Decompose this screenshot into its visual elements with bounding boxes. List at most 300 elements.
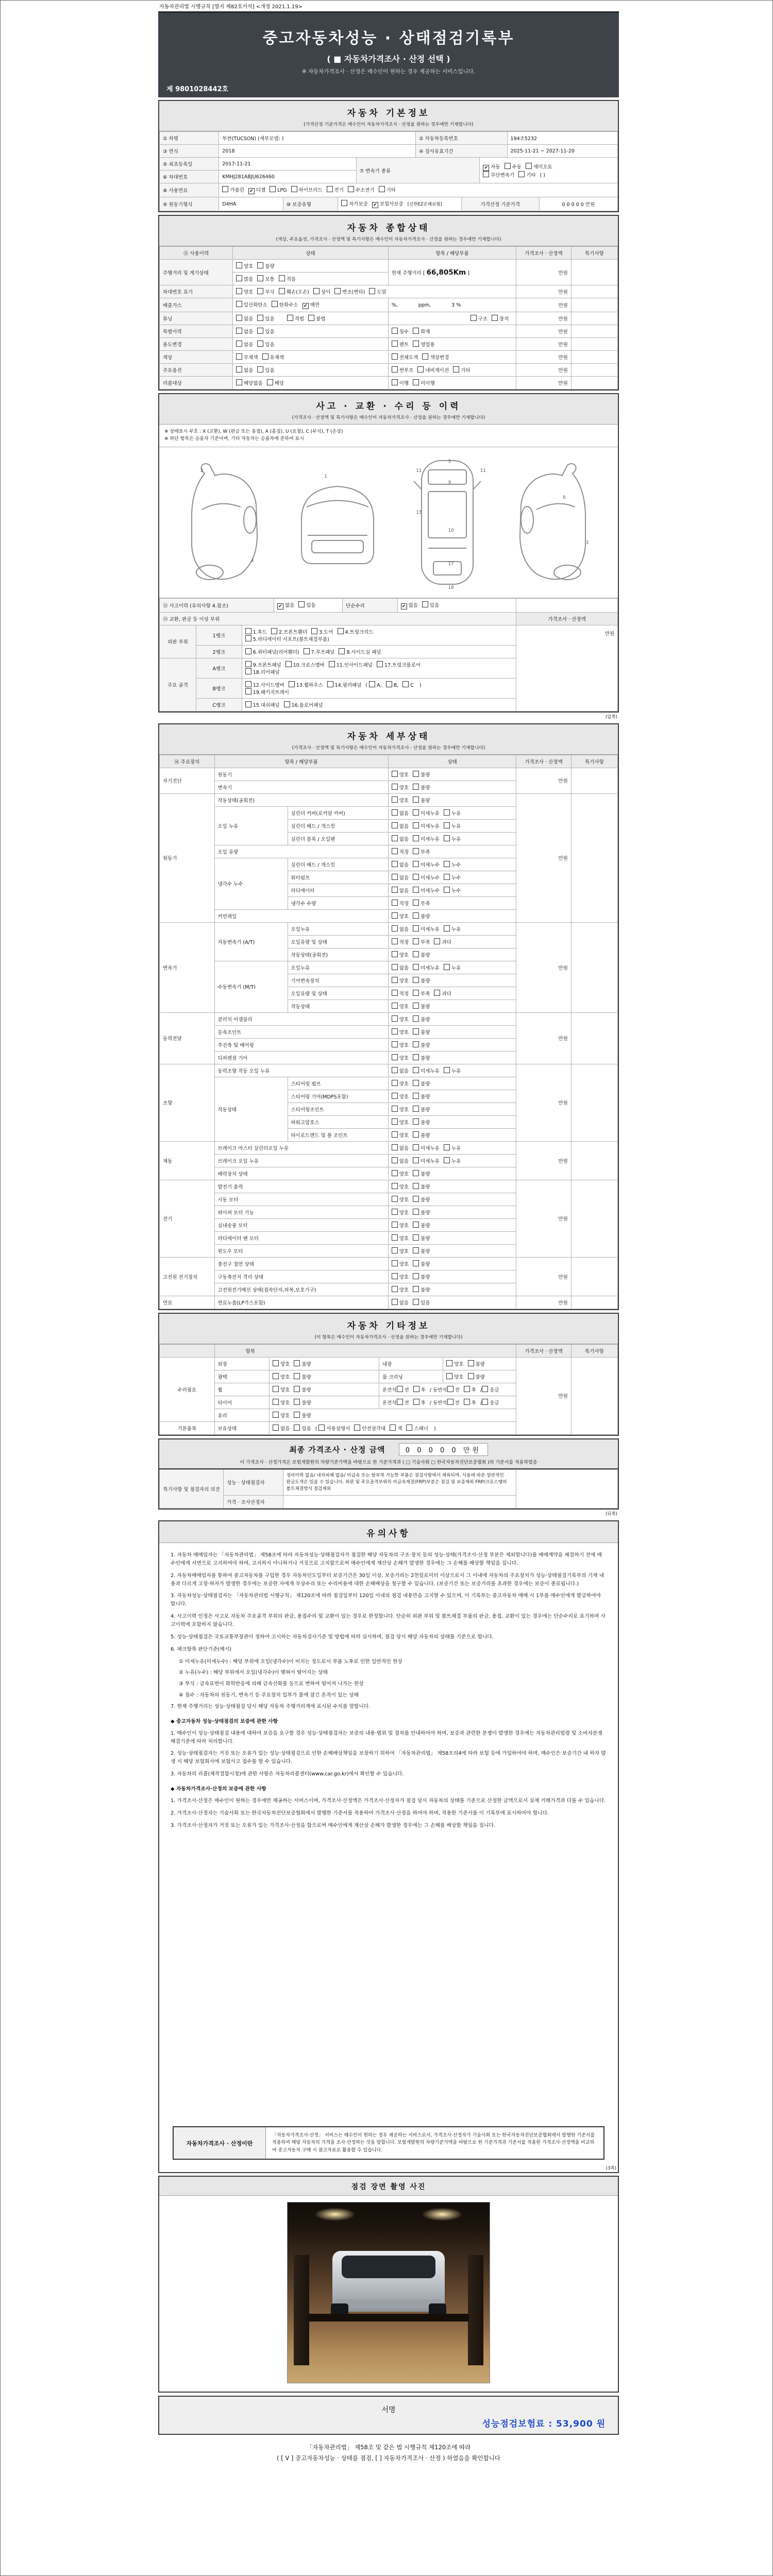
checkbox-icon[interactable]	[294, 1425, 300, 1431]
checkbox[interactable]	[401, 601, 418, 609]
checkbox-icon[interactable]	[413, 1273, 419, 1279]
checkbox[interactable]	[444, 809, 461, 817]
checkbox[interactable]	[413, 796, 430, 804]
checkbox-icon[interactable]	[468, 1360, 474, 1366]
checkbox[interactable]	[422, 353, 449, 361]
checkbox-icon[interactable]	[413, 848, 419, 854]
checkbox-icon[interactable]	[482, 1386, 488, 1392]
checkbox-icon[interactable]	[279, 288, 285, 294]
checkbox[interactable]	[277, 601, 294, 609]
checkbox[interactable]	[257, 275, 274, 282]
checkbox-icon[interactable]	[339, 648, 345, 654]
checkbox[interactable]	[470, 315, 488, 322]
checkbox[interactable]	[444, 964, 461, 971]
checkbox[interactable]	[248, 186, 265, 194]
checkbox-icon[interactable]	[413, 1386, 419, 1392]
checkbox[interactable]	[392, 1260, 409, 1267]
checkbox-icon[interactable]	[279, 275, 285, 281]
checkbox-icon[interactable]: ✔	[248, 188, 255, 194]
checkbox[interactable]	[397, 1386, 409, 1393]
checkbox[interactable]	[413, 328, 430, 335]
checkbox[interactable]	[245, 648, 299, 655]
checkbox-icon[interactable]	[413, 1067, 419, 1073]
checkbox-icon[interactable]	[222, 186, 228, 192]
checkbox[interactable]	[294, 1373, 311, 1380]
checkbox-icon[interactable]	[267, 379, 273, 385]
checkbox-icon[interactable]	[392, 341, 398, 347]
checkbox-icon[interactable]	[444, 874, 450, 880]
checkbox[interactable]	[236, 301, 267, 308]
checkbox-icon[interactable]: ✔	[372, 202, 378, 208]
checkbox-icon[interactable]	[392, 1131, 398, 1138]
checkbox[interactable]	[392, 848, 409, 855]
checkbox[interactable]	[413, 874, 440, 881]
checkbox[interactable]	[329, 661, 373, 668]
checkbox[interactable]	[392, 887, 409, 894]
checkbox[interactable]	[273, 1360, 290, 1367]
checkbox-icon[interactable]	[413, 1106, 419, 1112]
checkbox-icon[interactable]	[413, 379, 419, 385]
checkbox[interactable]	[285, 661, 325, 668]
checkbox-icon[interactable]	[369, 288, 375, 294]
checkbox-icon[interactable]	[287, 315, 293, 321]
checkbox-icon[interactable]	[413, 784, 419, 790]
checkbox-icon[interactable]	[444, 964, 450, 970]
checkbox-icon[interactable]	[413, 900, 419, 906]
checkbox[interactable]	[417, 366, 449, 374]
checkbox[interactable]	[392, 1015, 409, 1023]
checkbox[interactable]	[369, 681, 382, 688]
checkbox-icon[interactable]	[294, 1412, 300, 1418]
checkbox[interactable]	[526, 163, 552, 170]
checkbox[interactable]	[413, 771, 430, 778]
checkbox[interactable]	[392, 796, 409, 804]
checkbox-icon[interactable]	[447, 1386, 453, 1392]
checkbox-icon[interactable]	[257, 315, 263, 321]
checkbox[interactable]	[392, 1131, 409, 1139]
checkbox-icon[interactable]	[413, 835, 419, 841]
checkbox-icon[interactable]: ✔	[303, 303, 309, 309]
checkbox-icon[interactable]	[413, 1222, 419, 1228]
checkbox-icon[interactable]	[272, 301, 278, 307]
checkbox-icon[interactable]	[413, 796, 419, 803]
checkbox-icon[interactable]	[291, 186, 297, 192]
checkbox-icon[interactable]	[413, 964, 419, 970]
checkbox-icon[interactable]	[413, 809, 419, 816]
checkbox-icon[interactable]	[413, 1080, 419, 1086]
checkbox[interactable]	[392, 353, 418, 361]
checkbox-icon[interactable]	[392, 1260, 398, 1266]
checkbox[interactable]	[245, 668, 280, 675]
checkbox-icon[interactable]	[236, 341, 242, 347]
checkbox[interactable]	[392, 1299, 409, 1306]
checkbox-icon[interactable]	[392, 1093, 398, 1099]
checkbox-icon[interactable]	[392, 771, 398, 777]
checkbox[interactable]	[303, 301, 320, 309]
checkbox[interactable]	[413, 938, 430, 945]
checkbox[interactable]	[413, 1106, 430, 1113]
checkbox[interactable]	[422, 601, 439, 608]
checkbox[interactable]	[413, 1093, 430, 1100]
checkbox[interactable]	[464, 1399, 476, 1406]
checkbox-icon[interactable]	[273, 1399, 279, 1405]
checkbox[interactable]	[392, 977, 409, 984]
checkbox-icon[interactable]	[294, 1399, 300, 1405]
checkbox[interactable]	[392, 964, 409, 971]
checkbox[interactable]	[392, 341, 409, 348]
checkbox-icon[interactable]	[308, 315, 314, 321]
checkbox-icon[interactable]	[392, 1157, 398, 1163]
checkbox[interactable]	[271, 628, 307, 635]
checkbox-icon[interactable]	[397, 1399, 403, 1405]
checkbox[interactable]	[257, 288, 274, 295]
checkbox-icon[interactable]	[397, 1386, 403, 1392]
checkbox[interactable]	[236, 379, 263, 386]
checkbox-icon[interactable]	[447, 1399, 453, 1405]
checkbox[interactable]	[392, 925, 409, 933]
checkbox[interactable]	[413, 990, 430, 997]
checkbox[interactable]	[444, 835, 461, 842]
checkbox[interactable]	[413, 861, 440, 868]
checkbox[interactable]	[298, 601, 315, 608]
checkbox-icon[interactable]	[257, 328, 263, 334]
checkbox-icon[interactable]	[273, 1425, 279, 1431]
checkbox[interactable]	[434, 990, 451, 997]
checkbox[interactable]	[413, 809, 440, 817]
checkbox[interactable]	[413, 1157, 440, 1164]
checkbox-icon[interactable]	[271, 628, 277, 634]
checkbox-icon[interactable]	[392, 835, 398, 841]
checkbox-icon[interactable]	[413, 1054, 419, 1060]
checkbox[interactable]	[257, 341, 274, 348]
checkbox-icon[interactable]	[413, 912, 419, 919]
checkbox-icon[interactable]	[392, 379, 398, 385]
checkbox-icon[interactable]	[294, 1373, 300, 1379]
checkbox[interactable]	[392, 1209, 409, 1216]
checkbox[interactable]	[518, 171, 535, 178]
checkbox[interactable]	[468, 1373, 485, 1380]
checkbox-icon[interactable]	[257, 288, 263, 294]
checkbox-icon[interactable]: ✔	[277, 603, 283, 609]
checkbox[interactable]	[245, 661, 281, 668]
checkbox[interactable]	[483, 171, 514, 178]
checkbox[interactable]	[392, 1234, 409, 1242]
checkbox-icon[interactable]	[526, 163, 532, 169]
checkbox-icon[interactable]	[236, 288, 242, 294]
checkbox[interactable]	[413, 379, 435, 386]
checkbox-icon[interactable]	[402, 681, 409, 687]
checkbox-icon[interactable]	[392, 1170, 398, 1176]
checkbox-icon[interactable]	[392, 1028, 398, 1035]
checkbox[interactable]	[348, 186, 375, 193]
checkbox[interactable]	[338, 628, 374, 635]
checkbox[interactable]	[413, 341, 435, 348]
checkbox-icon[interactable]	[262, 353, 268, 360]
checkbox[interactable]	[392, 1222, 409, 1229]
checkbox[interactable]	[377, 661, 421, 668]
checkbox[interactable]	[413, 912, 430, 920]
checkbox-icon[interactable]	[236, 301, 242, 307]
checkbox-icon[interactable]	[369, 681, 375, 687]
checkbox[interactable]	[402, 681, 414, 688]
checkbox[interactable]	[447, 1386, 460, 1393]
checkbox-icon[interactable]	[444, 887, 450, 893]
checkbox-icon[interactable]	[392, 1003, 398, 1009]
checkbox[interactable]	[444, 925, 461, 933]
checkbox[interactable]	[444, 861, 461, 868]
checkbox-icon[interactable]	[422, 353, 428, 360]
checkbox-icon[interactable]	[313, 288, 320, 294]
checkbox-icon[interactable]	[444, 1067, 450, 1073]
checkbox[interactable]	[372, 200, 404, 208]
checkbox[interactable]	[354, 1425, 385, 1432]
checkbox[interactable]	[392, 328, 409, 335]
checkbox-icon[interactable]	[285, 661, 292, 667]
checkbox[interactable]	[446, 1373, 463, 1380]
checkbox-icon[interactable]	[257, 262, 263, 268]
checkbox[interactable]	[236, 341, 253, 348]
checkbox-icon[interactable]	[348, 186, 354, 192]
checkbox-icon[interactable]	[444, 822, 450, 828]
checkbox[interactable]	[444, 1157, 461, 1164]
checkbox-icon[interactable]	[273, 1373, 279, 1379]
checkbox-icon[interactable]	[468, 1373, 474, 1379]
checkbox[interactable]	[392, 1273, 409, 1280]
checkbox-icon[interactable]	[434, 990, 440, 996]
checkbox[interactable]	[236, 288, 253, 295]
checkbox[interactable]	[392, 1196, 409, 1203]
checkbox[interactable]	[413, 1183, 430, 1190]
checkbox-icon[interactable]	[444, 861, 450, 867]
checkbox[interactable]	[222, 186, 244, 193]
checkbox[interactable]	[447, 1399, 460, 1406]
checkbox-icon[interactable]	[392, 1106, 398, 1112]
checkbox-icon[interactable]	[413, 1144, 419, 1150]
checkbox[interactable]	[392, 1286, 409, 1293]
checkbox[interactable]	[392, 1144, 409, 1151]
checkbox-icon[interactable]	[392, 912, 398, 919]
checkbox[interactable]	[273, 1412, 290, 1419]
checkbox-icon[interactable]	[257, 275, 263, 281]
checkbox-icon[interactable]	[444, 835, 450, 841]
checkbox[interactable]	[413, 951, 430, 958]
checkbox-icon[interactable]	[273, 1360, 279, 1366]
checkbox-icon[interactable]	[392, 784, 398, 790]
checkbox-icon[interactable]	[392, 1273, 398, 1279]
checkbox-icon[interactable]	[413, 1286, 419, 1292]
checkbox-icon[interactable]: ✔	[401, 603, 407, 609]
checkbox[interactable]	[444, 1067, 461, 1074]
checkbox-icon[interactable]	[444, 1157, 450, 1163]
checkbox-icon[interactable]	[236, 379, 242, 385]
checkbox-icon[interactable]	[413, 822, 419, 828]
checkbox-icon[interactable]	[245, 668, 251, 674]
checkbox[interactable]	[392, 1118, 409, 1126]
checkbox-icon[interactable]	[392, 964, 398, 970]
checkbox[interactable]	[392, 1067, 409, 1074]
checkbox-icon[interactable]	[245, 661, 251, 667]
checkbox[interactable]	[413, 1028, 430, 1036]
checkbox-icon[interactable]	[406, 1425, 412, 1431]
checkbox[interactable]	[392, 1080, 409, 1087]
checkbox-icon[interactable]	[413, 977, 419, 983]
checkbox-icon[interactable]	[311, 628, 317, 634]
checkbox[interactable]	[413, 1247, 430, 1255]
checkbox-icon[interactable]	[464, 1399, 470, 1405]
checkbox-icon[interactable]	[327, 186, 333, 192]
checkbox[interactable]	[341, 200, 368, 207]
checkbox[interactable]	[413, 1067, 440, 1074]
checkbox[interactable]	[483, 163, 500, 171]
checkbox[interactable]	[392, 912, 409, 920]
checkbox[interactable]	[267, 379, 284, 386]
checkbox[interactable]	[379, 186, 396, 193]
checkbox-icon[interactable]	[386, 681, 392, 687]
checkbox-icon[interactable]	[392, 328, 398, 334]
checkbox-icon[interactable]	[518, 171, 525, 177]
checkbox[interactable]	[294, 1425, 311, 1432]
checkbox-icon[interactable]	[392, 796, 398, 803]
checkbox[interactable]	[236, 353, 258, 361]
checkbox[interactable]	[390, 1425, 402, 1432]
checkbox-icon[interactable]	[392, 990, 398, 996]
checkbox-icon[interactable]	[413, 1157, 419, 1163]
checkbox-icon[interactable]	[422, 601, 428, 607]
checkbox[interactable]	[413, 925, 440, 933]
checkbox-icon[interactable]	[392, 1222, 398, 1228]
checkbox-icon[interactable]	[298, 601, 305, 607]
checkbox[interactable]	[392, 1028, 409, 1036]
checkbox-icon[interactable]	[245, 701, 251, 707]
checkbox-icon[interactable]	[413, 1028, 419, 1035]
checkbox[interactable]	[236, 262, 253, 269]
checkbox-icon[interactable]	[413, 874, 419, 880]
checkbox[interactable]	[492, 315, 509, 322]
checkbox[interactable]	[308, 315, 325, 322]
checkbox[interactable]	[413, 1222, 430, 1229]
checkbox[interactable]	[294, 1399, 311, 1406]
checkbox-icon[interactable]	[245, 628, 251, 634]
checkbox[interactable]	[413, 977, 430, 984]
checkbox[interactable]	[392, 1247, 409, 1255]
checkbox[interactable]	[392, 784, 409, 791]
checkbox-icon[interactable]	[392, 1080, 398, 1086]
checkbox[interactable]	[392, 1106, 409, 1113]
checkbox[interactable]	[392, 1093, 409, 1100]
checkbox[interactable]	[413, 1144, 440, 1151]
checkbox[interactable]	[327, 681, 362, 688]
checkbox-icon[interactable]	[236, 328, 242, 334]
checkbox-icon[interactable]	[236, 366, 242, 372]
checkbox[interactable]	[294, 1386, 311, 1393]
checkbox[interactable]	[413, 964, 440, 971]
checkbox-icon[interactable]	[294, 1386, 300, 1392]
checkbox-icon[interactable]	[413, 1170, 419, 1176]
checkbox[interactable]	[413, 1209, 430, 1216]
checkbox[interactable]	[397, 1399, 409, 1406]
checkbox[interactable]	[339, 648, 381, 655]
checkbox-icon[interactable]: ✔	[483, 165, 489, 171]
checkbox[interactable]	[257, 366, 274, 374]
checkbox-icon[interactable]	[392, 366, 398, 372]
checkbox-icon[interactable]	[413, 861, 419, 867]
checkbox[interactable]	[413, 887, 440, 894]
checkbox[interactable]	[392, 938, 409, 945]
checkbox-icon[interactable]	[392, 1234, 398, 1241]
checkbox[interactable]	[392, 809, 409, 817]
checkbox[interactable]	[311, 628, 333, 635]
checkbox-icon[interactable]	[505, 163, 511, 169]
checkbox-icon[interactable]	[392, 1209, 398, 1215]
checkbox-icon[interactable]	[392, 1015, 398, 1022]
checkbox[interactable]	[392, 1183, 409, 1190]
checkbox[interactable]	[236, 275, 253, 282]
checkbox-icon[interactable]	[464, 1386, 470, 1392]
checkbox[interactable]	[413, 1273, 430, 1280]
checkbox[interactable]	[313, 288, 330, 295]
checkbox[interactable]	[413, 1260, 430, 1267]
checkbox[interactable]	[284, 701, 323, 708]
checkbox-icon[interactable]	[413, 1260, 419, 1266]
checkbox[interactable]	[392, 900, 409, 907]
checkbox[interactable]	[413, 822, 440, 829]
checkbox-icon[interactable]	[392, 1067, 398, 1073]
checkbox[interactable]	[444, 822, 461, 829]
checkbox-icon[interactable]	[413, 1118, 419, 1125]
checkbox[interactable]	[245, 688, 289, 696]
checkbox-icon[interactable]	[392, 1183, 398, 1189]
checkbox-icon[interactable]	[392, 1247, 398, 1253]
checkbox-icon[interactable]	[270, 186, 276, 192]
checkbox[interactable]	[413, 1080, 430, 1087]
checkbox[interactable]	[392, 1041, 409, 1048]
checkbox[interactable]	[245, 701, 280, 708]
checkbox[interactable]	[392, 366, 414, 374]
checkbox-icon[interactable]	[413, 1209, 419, 1215]
checkbox-icon[interactable]	[413, 887, 419, 893]
checkbox-icon[interactable]	[273, 1386, 279, 1392]
checkbox-icon[interactable]	[245, 648, 251, 654]
checkbox[interactable]	[413, 1234, 430, 1242]
checkbox-icon[interactable]	[392, 1054, 398, 1060]
checkbox-icon[interactable]	[444, 809, 450, 816]
checkbox[interactable]	[453, 366, 470, 374]
checkbox-icon[interactable]	[392, 848, 398, 854]
checkbox[interactable]	[413, 900, 430, 907]
checkbox[interactable]	[413, 1170, 430, 1177]
checkbox[interactable]	[505, 163, 522, 170]
checkbox-icon[interactable]	[434, 938, 440, 944]
checkbox[interactable]	[413, 1041, 430, 1048]
checkbox-icon[interactable]	[392, 900, 398, 906]
checkbox[interactable]	[392, 379, 409, 386]
checkbox[interactable]	[392, 835, 409, 842]
checkbox[interactable]	[392, 1003, 409, 1010]
checkbox[interactable]	[444, 887, 461, 894]
checkbox-icon[interactable]	[413, 341, 419, 347]
checkbox[interactable]	[273, 1386, 290, 1393]
checkbox-icon[interactable]	[413, 1234, 419, 1241]
checkbox[interactable]	[279, 288, 309, 295]
checkbox-icon[interactable]	[444, 925, 450, 931]
checkbox-icon[interactable]	[483, 171, 489, 177]
checkbox[interactable]	[392, 1170, 409, 1177]
checkbox-icon[interactable]	[413, 1093, 419, 1099]
checkbox-icon[interactable]	[338, 628, 344, 634]
checkbox[interactable]	[413, 1299, 430, 1306]
checkbox-icon[interactable]	[257, 341, 263, 347]
checkbox[interactable]	[273, 1425, 290, 1432]
